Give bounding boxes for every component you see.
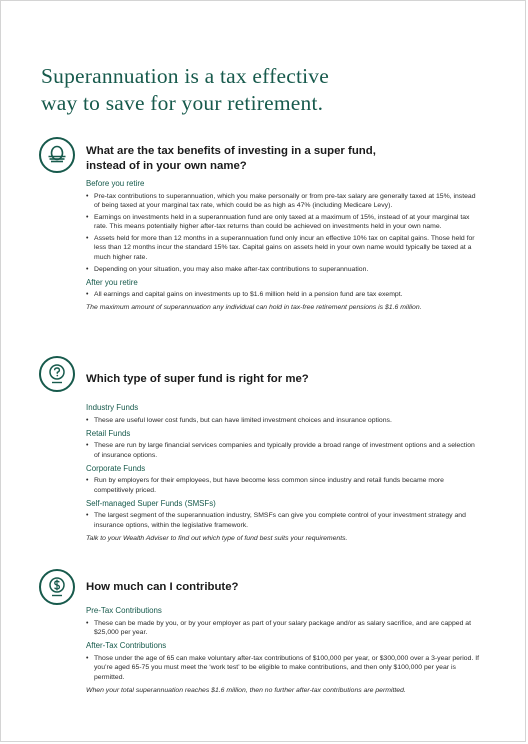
section-body — [86, 403, 481, 543]
bullet-list — [86, 511, 481, 530]
subheading-smsf: Self-managed Super Funds (SMSFs) — [86, 498, 216, 508]
list-item: • Depending on your situation, you may also make after-tax contributions to superannuation. — [86, 265, 481, 275]
dollar-coin-icon — [39, 569, 75, 605]
section-heading — [86, 144, 486, 173]
bullet-list — [86, 654, 481, 683]
nest-egg-icon — [39, 137, 75, 173]
page-headline — [41, 63, 441, 117]
section-note: When your total superannuation reaches $1.6 million, then no further after-tax contributions are permitted. — [86, 686, 406, 694]
subheading-before-you-retire: Before you retire — [86, 179, 145, 188]
list-item: • Pre-tax contributions to superannuation, which you make personally or from pre-tax salary are generally taxed at 15%, instead of being taxed at your marginal tax rate, which could be as high as 47% (including Medicare Levy). — [86, 192, 481, 211]
bullet-list — [86, 290, 481, 300]
subheading-after-tax: After-Tax Contributions — [86, 641, 167, 650]
heading-line: What are the tax benefits of investing in a super fund, — [86, 145, 376, 157]
section-body — [86, 606, 481, 695]
bullet-list — [86, 192, 481, 275]
list-item: • These are run by large financial services companies and typically provide a broad range of investment options and a selection of insurance options. — [86, 441, 481, 460]
list-item: • Run by employers for their employees, but have become less common since industry and retail funds became more competitively priced. — [86, 476, 481, 495]
list-item: • These can be made by you, or by your employer as part of your salary package and/or as salary sacrifice, and are capped at $25,000 per year. — [86, 619, 481, 638]
heading-line: instead of in your own name? — [86, 159, 247, 172]
subheading-after-you-retire: After you retire — [86, 277, 138, 287]
headline-line: way to save for your retirement. — [41, 91, 324, 115]
list-item: • Assets held for more than 12 months in a superannuation fund only incur an effective 10% tax on capital gains. Those held for less than 12 months incur the standard 15% tax. Capital gains on assets held in your own name would typically be taxed at a much higher rate. — [86, 234, 481, 263]
heading-line: Which type of super fund is right for me? — [86, 373, 309, 385]
subheading-industry-funds: Industry Funds — [86, 403, 139, 412]
bullet-list — [86, 441, 481, 460]
list-item: • Earnings on investments held in a superannuation fund are only taxed at a maximum of 15%, instead of at your marginal tax rate. This means potentially higher after-tax returns than could be achieved on investments held in your own name. — [86, 213, 481, 232]
list-item: • All earnings and capital gains on investments up to $1.6 million held in a pension fund are tax exempt. — [86, 290, 481, 300]
subheading-pre-tax: Pre-Tax Contributions — [86, 606, 162, 615]
section-note: The maximum amount of superannuation any individual can hold in tax-free retirement pensions is $1.6 million. — [86, 304, 422, 312]
list-item: • These are useful lower cost funds, but can have limited investment choices and insurance options. — [86, 416, 481, 426]
bullet-list — [86, 416, 481, 426]
bullet-list — [86, 619, 481, 638]
subheading-retail-funds: Retail Funds — [86, 428, 131, 438]
section-heading — [86, 372, 486, 387]
headline-line: Superannuation is a tax effective — [41, 64, 329, 88]
heading-line: How much can I contribute? — [86, 581, 239, 593]
section-note: Talk to your Wealth Adviser to find out which type of fund best suits your requirements. — [86, 534, 348, 542]
section-heading — [86, 580, 486, 595]
list-item: • The largest segment of the superannuation industry, SMSFs can give you complete control of your investment strategy and insurance options, within the legislative framework. — [86, 511, 481, 530]
subheading-corporate-funds: Corporate Funds — [86, 463, 146, 473]
list-item: • Those under the age of 65 can make voluntary after-tax contributions of $100,000 per year, or $300,000 over a 3-year period. If you’re aged 65-75 you must meet the ‘work test’ to be eligible to make contributions, and then only $100,000 per year is permitted. — [86, 654, 481, 683]
question-icon — [39, 356, 75, 392]
section-body — [86, 179, 481, 313]
bullet-list — [86, 476, 481, 495]
